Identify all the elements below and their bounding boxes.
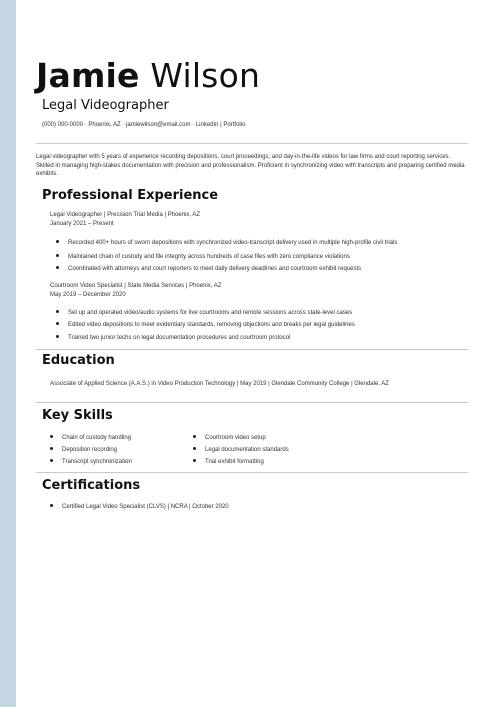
bullet-icon — [193, 459, 196, 462]
list-item — [56, 240, 397, 246]
first-name: Jamie — [36, 56, 140, 95]
skill-item — [193, 447, 289, 453]
skill-item — [50, 459, 132, 465]
list-item — [56, 335, 290, 341]
job-dates: May 2019 – December 2020 — [50, 292, 126, 298]
skill-item — [50, 435, 131, 441]
contact-line: (000) 000-0000 · Phoenix, AZ · jamiewilson@email.com · LinkedIn | Portfolio — [42, 122, 246, 128]
skill-item — [193, 435, 266, 441]
skill-text: Chain of custody handling — [62, 435, 132, 441]
skill-item — [50, 447, 117, 453]
bullet-icon — [50, 504, 53, 507]
summary: Legal videographer with 5 years of experience recording depositions, court proceedings, and day-in-the-life videos for law firms and court reporting services. Skilled in managing high-stakes documentation with precision and professionalism. Proficient in synchronizing video with transcripts and preparing certified media exhibits. — [36, 154, 465, 177]
skill-text: Legal documentation standards — [205, 447, 289, 453]
list-item-text: Maintained chain of custody and file integrity across hundreds of case files with zero compliance violations — [68, 254, 350, 260]
certification-item — [50, 504, 229, 510]
bullet-icon — [193, 447, 196, 450]
list-item — [56, 266, 361, 272]
certification-text: Certified Legal Video Specialist (CLVS) | NCRA | October 2020 — [62, 504, 229, 510]
sidebar-accent — [0, 0, 16, 707]
skill-text: Transcript synchronization — [62, 459, 132, 465]
job-title: Courtroom Video Specialist | State Media Services | Phoenix, AZ — [50, 283, 222, 289]
skill-text: Courtroom video setup — [205, 435, 266, 441]
bullet-icon — [56, 266, 59, 269]
divider — [36, 402, 468, 403]
education-heading: Education — [42, 353, 115, 368]
list-item — [56, 310, 352, 316]
bullet-icon — [50, 435, 53, 438]
bullet-icon — [56, 335, 59, 338]
bullet-icon — [56, 310, 59, 313]
bullet-icon — [50, 459, 53, 462]
divider — [36, 349, 468, 350]
list-item-text: Recorded 400+ hours of sworn depositions with synchronized video-transcript delivery used in multiple high-profile civil trials — [68, 240, 398, 246]
bullet-icon — [50, 447, 53, 450]
list-item — [56, 322, 355, 328]
bullet-icon — [56, 254, 59, 257]
list-item-text: Coordinated with attorneys and court reporters to meet daily delivery deadlines and courtroom exhibit requests — [68, 266, 362, 272]
list-item — [56, 254, 350, 260]
list-item-text: Set up and operated video/audio systems for live courtrooms and remote sessions across state-level cases — [68, 310, 353, 316]
candidate-name — [36, 56, 260, 96]
list-item-text: Trained two junior techs on legal documentation procedures and courtroom protocol — [68, 335, 291, 341]
job-role: Legal Videographer — [42, 98, 169, 113]
experience-heading: Professional Experience — [42, 188, 219, 203]
skill-text: Trial exhibit formatting — [205, 459, 264, 465]
skill-item — [193, 459, 264, 465]
list-item-text: Edited video depositions to meet evidentiary standards, removing objections and breaks per legal guidelines — [68, 322, 355, 328]
last-name: Wilson — [150, 56, 261, 95]
job-title: Legal Videographer | Precision Trial Media | Phoenix, AZ — [50, 212, 201, 218]
skills-heading: Key Skills — [42, 408, 113, 423]
job-dates: January 2021 – Present — [50, 221, 114, 227]
bullet-icon — [56, 322, 59, 325]
divider — [36, 472, 468, 473]
bullet-icon — [56, 240, 59, 243]
education-entry: Associate of Applied Science (A.A.S.) in Video Production Technology | May 2019 | Glendale Community College | Glendale, AZ — [50, 381, 389, 387]
skill-text: Deposition recording — [62, 447, 118, 453]
divider — [36, 143, 468, 144]
bullet-icon — [193, 435, 196, 438]
certifications-heading: Certifications — [42, 478, 141, 493]
